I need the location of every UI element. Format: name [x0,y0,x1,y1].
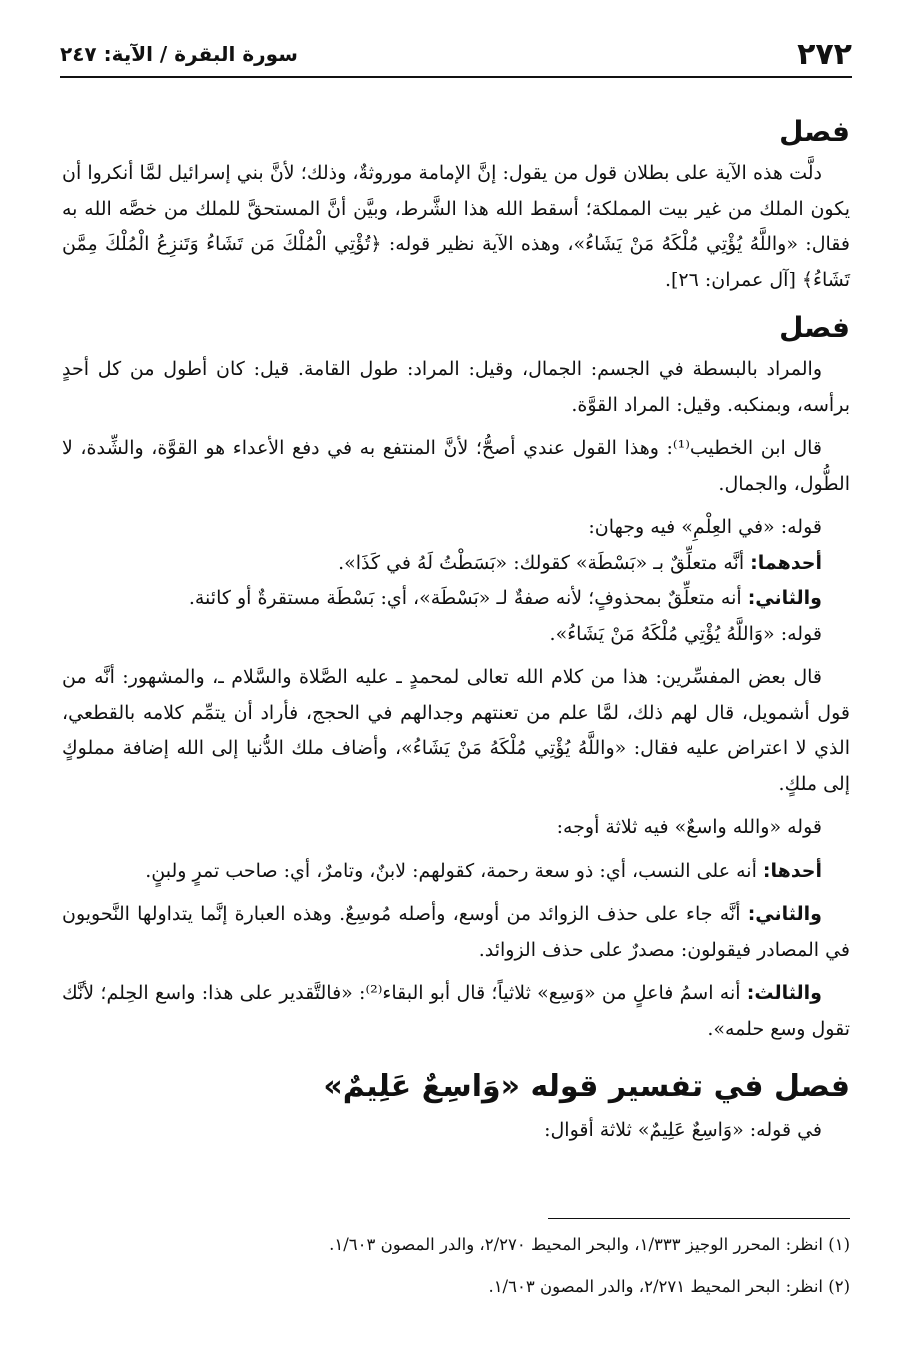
section-heading-2: فصل [779,311,850,344]
paragraph: قوله: «في العِلْمِ» فيه وجهان: [588,516,822,538]
paragraph-text: أنَّه متعلِّقٌ بـ «بَسْطَة» كقولك: «بَسَطْتُ لَهُ في كَذَا». [338,551,751,574]
paragraph [62,976,850,1047]
paragraph [62,546,850,582]
section-heading-1: فصل [779,115,850,148]
paragraph-lead: أحدها: [762,859,822,882]
paragraph-text: أنه اسمُ فاعلٍ من «وَسِع» ثلاثياً؛ قال أبو البقاء⁽²⁾: «فالتَّقدير على هذا: واسع الحِلم؛ لأنَّك تقول وسع حلمه». [62,982,850,1040]
paragraph [62,581,850,617]
running-title: سورة البقرة / الآية: ٢٤٧ [60,42,298,66]
paragraph: قال ابن الخطيب⁽¹⁾: وهذا القول عندي أصحُّ؛ لأنَّ المنتفع به في دفع الأعداء هو القوَّة، والشِّدة، لا الطُّول، والجمال. [62,437,850,495]
paragraph: قال بعض المفسِّرين: هذا من كلام الله تعالى لمحمدٍ ـ عليه الصَّلاة والسَّلام ـ، والمشهور: أنَّه من قول أشمويل، قال لهم ذلك، لمَّا علم من تعنتهم وجدالهم في الحجج، فأراد أن يتمِّم كلامه بالقطعي، الذي لا اعتراض عليه فقال: «واللَّهُ يُؤْتِي مُلْكَهُ مَنْ يَشَاءُ»، وأضاف ملك الدُّنيا إلى الله إضافة مملوكٍ إلى ملكٍ. [62,666,850,795]
paragraph-lead: أحدهما: [750,551,822,574]
paragraph [62,854,850,890]
page-header [60,30,852,78]
paragraph-lead: والثاني: [747,903,822,925]
paragraph: والمراد بالبسطة في الجسم: الجمال، وقيل: المراد: طول القامة. قيل: كان أطول من كل أحدٍ برأسه، وبمنكبه. وقيل: المراد القوَّة. [62,358,850,416]
page-number: ٢٧٢ [797,36,852,72]
paragraph-text: أنه متعلِّقٌ بمحذوفٍ؛ لأنه صفةٌ لـ «بَسْطَة»، أي: بَسْطَة مستقرةٌ أو كائنة. [188,587,748,609]
footnote-2: (٢) انظر: البحر المحيط ٢/٢٧١، والدر المصون ١/٦٠٣. [488,1277,850,1296]
paragraph: قوله «والله واسعٌ» فيه ثلاثة أوجه: [556,816,822,838]
paragraph: في قوله: «وَاسِعٌ عَلِيمٌ» ثلاثة أقوال: [544,1119,822,1141]
footnotes [62,1232,850,1300]
footnote-separator [548,1218,850,1219]
paragraph-text: أنه على النسب، أي: ذو سعة رحمة، كقولهم: لابنٌ، وتامرٌ، أي: صاحب تمرٍ ولبنٍ. [145,859,763,882]
footnote-1: (١) انظر: المحرر الوجيز ١/٣٣٣، والبحر المحيط ٢/٢٧٠، والدر المصون ١/٦٠٣. [329,1235,850,1254]
paragraph: دلَّت هذه الآية على بطلان قول من يقول: إنَّ الإمامة موروثةٌ، وذلك؛ لأنَّ بني إسرائيل لمَّا أنكروا أن يكون الملك من غير بيت المملكة؛ أسقط الله هذا الشَّرط، وبيَّن أنَّ المستحقَّ للملك من خصَّه الله به فقال: «واللَّهُ يُؤْتِي مُلْكَهُ مَنْ يَشَاءُ»، وهذه الآية نظير قوله: ﴿تُؤْتِي الْمُلْكَ مَن تَشَاءُ وَتَنزِعُ الْمُلْكَ مِمَّن تَشَاءُ﴾ [آل عمران: ٢٦]. [62,162,850,291]
paragraph-lead: والثاني: [747,587,822,609]
paragraph-text: أنَّه جاء على حذف الزوائد من أوسع، وأصله مُوسِعٌ. وهذه العبارة إنَّما يتداولها النَّحويون في المصادر فيقولون: مصدرٌ على حذف الزوائد. [62,903,850,961]
paragraph: قوله: «وَاللَّهُ يُؤْتِي مُلْكَهُ مَنْ يَشَاءُ». [549,622,822,645]
paragraph [62,897,850,968]
section-heading-3: فصل في تفسير قوله «وَاسِعٌ عَلِيمٌ» [323,1069,850,1104]
header-rule [60,76,852,78]
paragraph-lead: والثالث: [746,982,822,1004]
page-body [62,108,850,1149]
